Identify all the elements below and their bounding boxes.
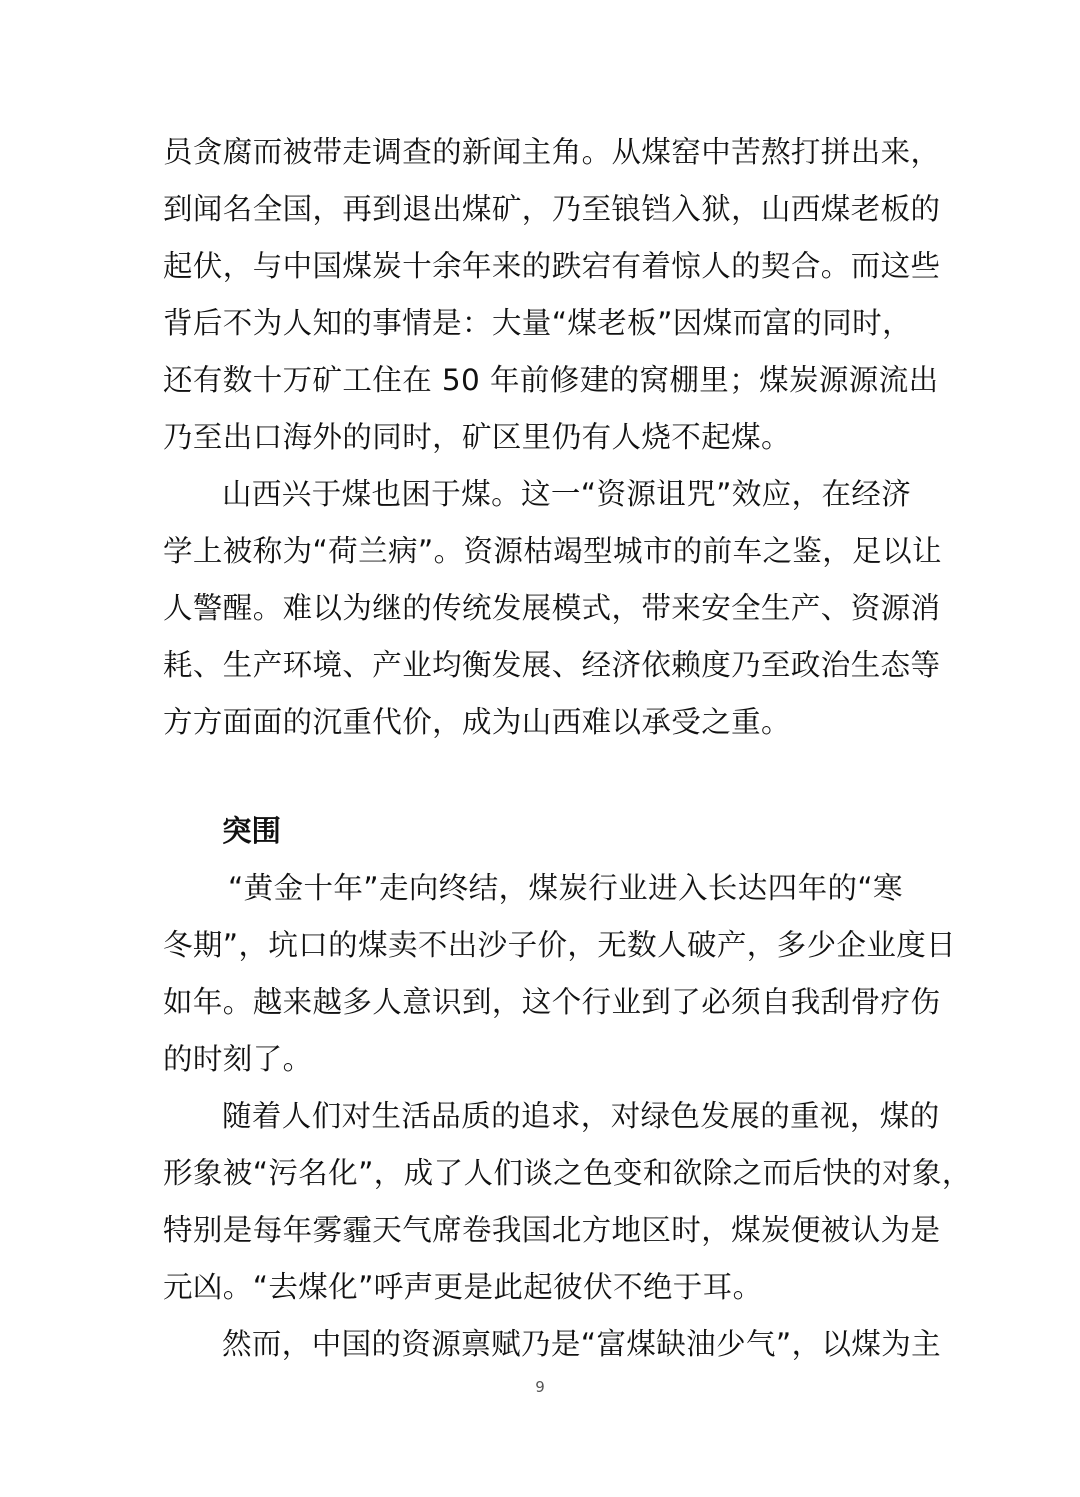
text-line: 到闻名全国，再到退出煤矿，乃至锒铛入狱，山西煤老板的 — [163, 192, 941, 226]
text-line: 员贪腐而被带走调查的新闻主角。从煤窑中苦熬打拼出来， — [163, 135, 941, 169]
text-line: 冬期”，坑口的煤卖不出沙子价，无数人破产，多少企业度日 — [163, 928, 957, 962]
text-line: 还有数十万矿工住在 50 年前修建的窝棚里；煤炭源源流出 — [163, 363, 939, 397]
text-line: 随着人们对生活品质的追求，对绿色发展的重视，煤的 — [222, 1099, 940, 1133]
text-line: 特别是每年雾霾天气席卷我国北方地区时，煤炭便被认为是 — [163, 1213, 941, 1247]
text-line: 起伏，与中国煤炭十余年来的跌宕有着惊人的契合。而这些 — [163, 249, 941, 283]
text-line: 山西兴于煤也困于煤。这一“资源诅咒”效应，在经济 — [222, 477, 912, 511]
text-line: 乃至出口海外的同时，矿区里仍有人烧不起煤。 — [163, 420, 791, 454]
text-line: 然而，中国的资源禀赋乃是“富煤缺油少气”，以煤为主 — [222, 1327, 942, 1361]
text-line: 元凶。“去煤化”呼声更是此起彼伏不绝于耳。 — [163, 1270, 763, 1304]
text-line: 耗、生产环境、产业均衡发展、经济依赖度乃至政治生态等 — [163, 648, 941, 682]
text-line: 方方面面的沉重代价，成为山西难以承受之重。 — [163, 705, 791, 739]
text-line: 学上被称为“荷兰病”。资源枯竭型城市的前车之鉴，足以让 — [163, 534, 942, 568]
text-line: 如年。越来越多人意识到，这个行业到了必须自我刮骨疗伤 — [163, 985, 941, 1019]
text-line: 背后不为人知的事情是：大量“煤老板”因煤而富的同时， — [163, 306, 912, 340]
page-number: 9 — [535, 1378, 545, 1396]
text-line: 人警醒。难以为继的传统发展模式，带来安全生产、资源消 — [163, 591, 941, 625]
text-line: 形象被“污名化”，成了人们谈之色变和欲除之而后快的对象， — [163, 1156, 972, 1190]
section-heading: 突围 — [222, 814, 282, 848]
text-line: 的时刻了。 — [163, 1042, 313, 1076]
text-line: “黄金十年”走向终结，煤炭行业进入长达四年的“寒 — [228, 871, 903, 905]
